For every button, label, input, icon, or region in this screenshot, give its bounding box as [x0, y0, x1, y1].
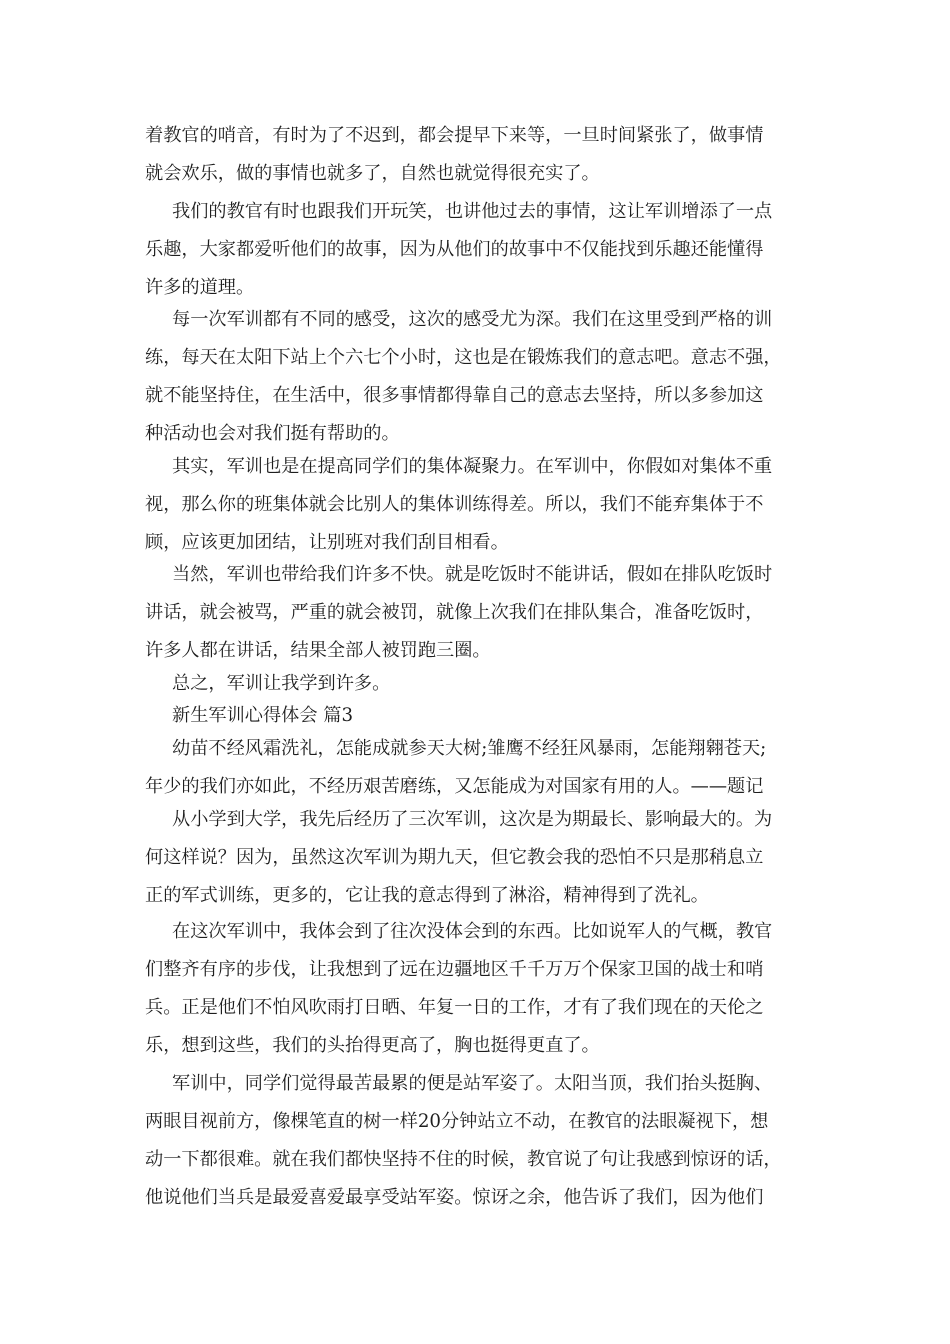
text-line: 乐趣，大家都爱听他们的故事，因为从他们的故事中不仅能找到乐趣还能懂得 [145, 239, 764, 260]
text-line: 他说他们当兵是最爱喜爱最享受站军姿。惊讶之余，他告诉了我们，因为他们 [145, 1187, 764, 1208]
text-line: 乐，想到这些，我们的头抬得更高了，胸也挺得更直了。 [145, 1035, 600, 1056]
text-line: 许多的道理。 [145, 277, 255, 298]
paragraph-start: 总之，军训让我学到许多。 [172, 673, 391, 694]
text-line: 动一下都很难。就在我们都快坚持不住的时候，教官说了句让我感到惊讶的话， [145, 1149, 782, 1170]
paragraph-start: 从小学到大学，我先后经历了三次军训，这次是为期最长、影响最大的。为 [172, 809, 773, 830]
text-line: 顾，应该更加团结，让别班对我们刮目相看。 [145, 532, 509, 553]
paragraph-start: 在这次军训中，我体会到了往次没体会到的东西。比如说军人的气概，教官 [172, 921, 773, 942]
text-line: 兵。正是他们不怕风吹雨打日晒、年复一日的工作，才有了我们现在的天伦之 [145, 997, 764, 1018]
text-line: 着教官的哨音，有时为了不迟到，都会提早下来等，一旦时间紧张了，做事情 [145, 125, 764, 146]
paragraph-start: 每一次军训都有不同的感受，这次的感受尤为深。我们在这里受到严格的训 [172, 309, 773, 330]
text-line: 正的军式训练，更多的，它让我的意志得到了淋浴，精神得到了洗礼。 [145, 885, 709, 906]
text-line: 就不能坚持住，在生活中，很多事情都得靠自己的意志去坚持，所以多参加这 [145, 385, 764, 406]
text-line: 练，每天在太阳下站上个六七个小时，这也是在锻炼我们的意志吧。意志不强， [145, 347, 782, 368]
text-line: 年少的我们亦如此，不经历艰苦磨练，又怎能成为对国家有用的人。——题记 [145, 776, 764, 797]
paragraph-start: 军训中，同学们觉得最苦最累的便是站军姿了。太阳当顶，我们抬头挺胸、 [172, 1073, 773, 1094]
text-line: 许多人都在讲话，结果全部人被罚跑三圈。 [145, 640, 491, 661]
text-line: 两眼目视前方，像棵笔直的树一样20分钟站立不动，在教官的法眼凝视下，想 [145, 1111, 769, 1132]
paragraph-start: 幼苗不经风霜洗礼，怎能成就参天大树;雏鹰不经狂风暴雨，怎能翔翱苍天; [172, 738, 767, 759]
paragraph-start: 我们的教官有时也跟我们开玩笑，也讲他过去的事情，这让军训增添了一点 [172, 201, 773, 222]
text-line: 种活动也会对我们挺有帮助的。 [145, 423, 400, 444]
text-line: 视，那么你的班集体就会比别人的集体训练得差。所以，我们不能弃集体于不 [145, 494, 764, 515]
text-line: 讲话，就会被骂，严重的就会被罚，就像上次我们在排队集合，准备吃饭时， [145, 602, 764, 623]
text-line: 就会欢乐，做的事情也就多了，自然也就觉得很充实了。 [145, 163, 600, 184]
text-line: 们整齐有序的步伐，让我想到了远在边疆地区千千万万个保家卫国的战士和哨 [145, 959, 764, 980]
paragraph-start: 当然，军训也带给我们许多不快。就是吃饭时不能讲话，假如在排队吃饭时 [172, 564, 773, 585]
section-heading: 新生军训心得体会 篇3 [172, 705, 354, 726]
text-line: 何这样说？因为，虽然这次军训为期九天，但它教会我的恐怕不只是那稍息立 [145, 847, 764, 868]
paragraph-start: 其实，军训也是在提高同学们的集体凝聚力。在军训中，你假如对集体不重 [172, 456, 773, 477]
